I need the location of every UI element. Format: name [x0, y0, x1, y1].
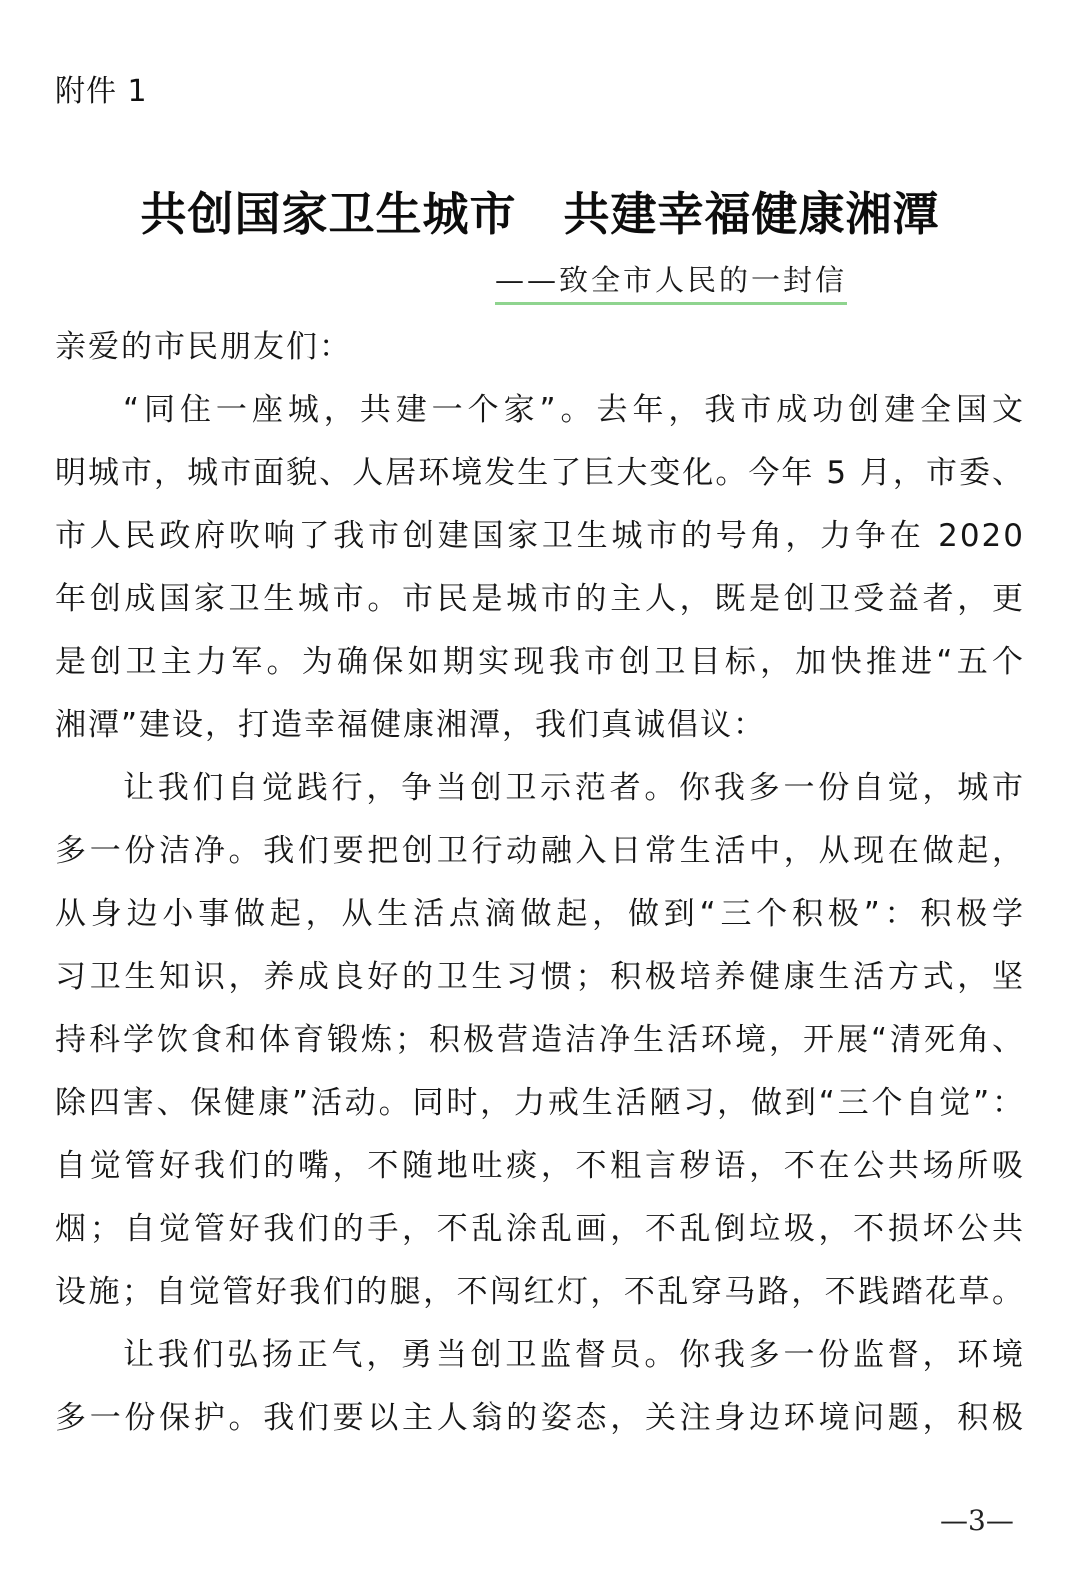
paragraph-1-line: 市人民政府吹响了我市创建国家卫生城市的号角，力争在 2020: [55, 518, 1025, 554]
page-number: —3—: [940, 1504, 1014, 1537]
paragraph-2-line: 设施；自觉管好我们的腿，不闯红灯，不乱穿马路，不践踏花草。: [55, 1274, 1025, 1310]
paragraph-1-line: 明城市，城市面貌、人居环境发生了巨大变化。今年 5 月，市委、: [55, 455, 1025, 491]
paragraph-1-line: “同住一座城，共建一个家”。去年，我市成功创建全国文: [123, 392, 1025, 428]
paragraph-2-line: 自觉管好我们的嘴，不随地吐痰，不粗言秽语，不在公共场所吸: [55, 1148, 1025, 1184]
paragraph-2-line: 从身边小事做起，从生活点滴做起，做到“三个积极”：积极学: [55, 896, 1025, 932]
paragraph-2-line: 持科学饮食和体育锻炼；积极营造洁净生活环境，开展“清死角、: [55, 1022, 1025, 1058]
paragraph-2-line: 多一份洁净。我们要把创卫行动融入日常生活中，从现在做起，: [55, 833, 1025, 869]
paragraph-1-line: 年创成国家卫生城市。市民是城市的主人，既是创卫受益者，更: [55, 581, 1025, 617]
paragraph-3-line: 让我们弘扬正气，勇当创卫监督员。你我多一份监督，环境: [123, 1337, 1025, 1373]
paragraph-2-line: 除四害、保健康”活动。同时，力戒生活陋习，做到“三个自觉”：: [55, 1085, 1025, 1121]
paragraph-1-line: 是创卫主力军。为确保如期实现我市创卫目标，加快推进“五个: [55, 644, 1025, 680]
letter-subtitle: ——致全市人民的一封信: [495, 260, 847, 305]
attachment-label: 附件 1: [55, 74, 148, 109]
paragraph-2-line: 烟；自觉管好我们的手，不乱涂乱画，不乱倒垃圾，不损坏公共: [55, 1211, 1025, 1247]
paragraph-2-line: 让我们自觉践行，争当创卫示范者。你我多一份自觉，城市: [123, 770, 1025, 806]
paragraph-1-line: 湘潭”建设，打造幸福健康湘潭，我们真诚倡议：: [55, 707, 767, 743]
salutation: 亲爱的市民朋友们：: [55, 329, 352, 365]
letter-title: 共创国家卫生城市 共建幸福健康湘潭: [140, 187, 940, 241]
letter-body: [55, 322, 1025, 1456]
paragraph-3-line: 多一份保护。我们要以主人翁的姿态，关注身边环境问题，积极: [55, 1400, 1025, 1436]
paragraph-2-line: 习卫生知识，养成良好的卫生习惯；积极培养健康生活方式，坚: [55, 959, 1025, 995]
